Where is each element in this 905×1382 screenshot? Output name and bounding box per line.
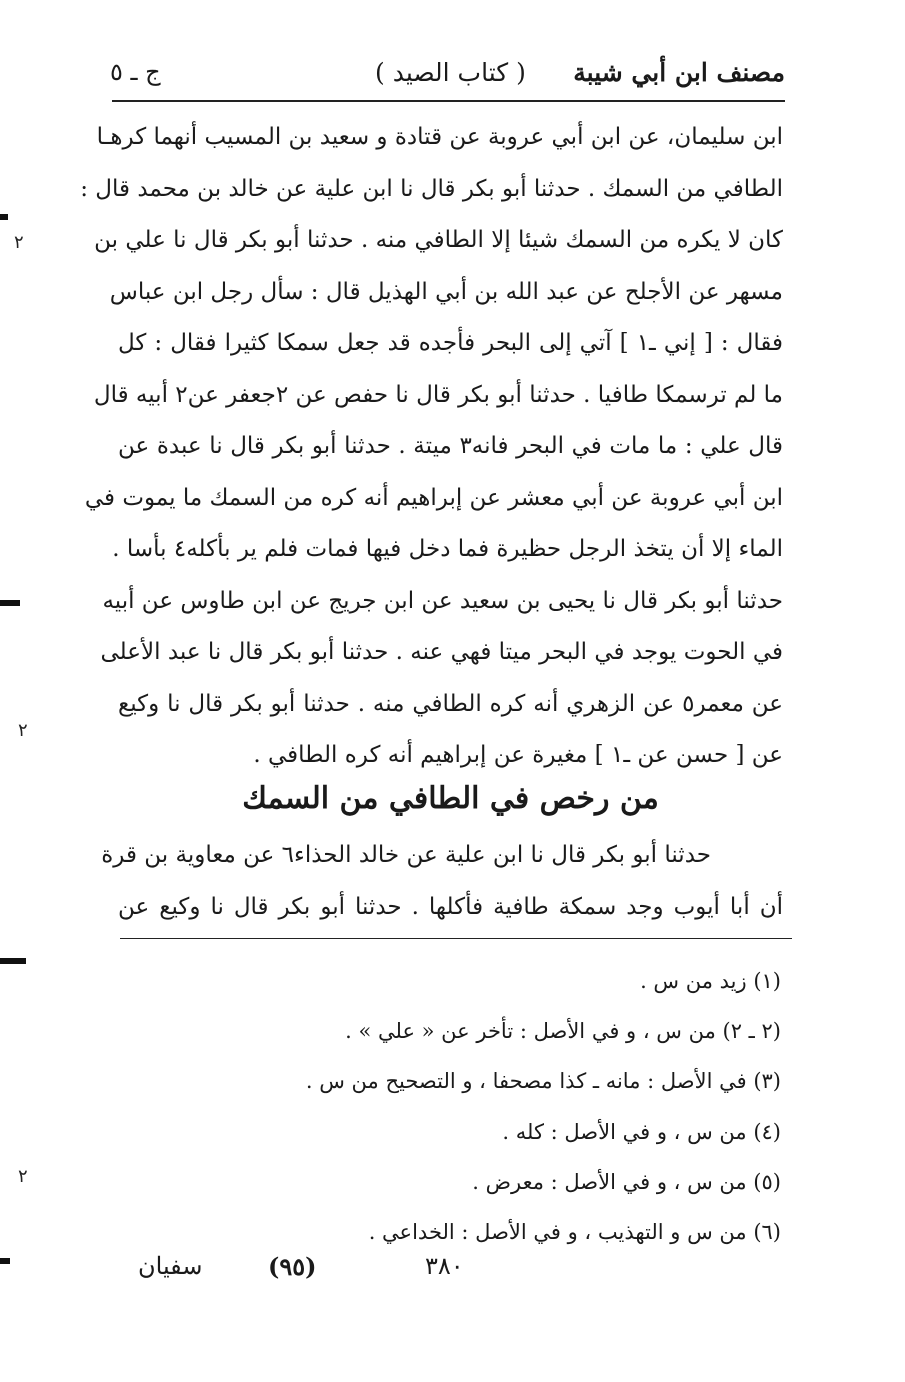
page-number: ٣٨٠: [425, 1252, 464, 1280]
footnote: (٢ ـ ٢) من س ، و في الأصل : تأخر عن « علي » .: [345, 1019, 781, 1044]
text-line: قال علي : ما مات في البحر فانه٣ ميتة . حدثنا أبو بكر قال نا عبدة عن: [118, 433, 784, 459]
scan-edge-mark: [0, 600, 20, 606]
text-line: الطافي من السمك . حدثنا أبو بكر قال نا ابن علية عن خالد بن محمد قال :: [80, 175, 783, 202]
signature-word: سفيان: [138, 1252, 203, 1280]
footnotes: [118, 956, 781, 1257]
sheet-number: (٩٥): [268, 1252, 317, 1281]
scan-edge-mark: [0, 214, 8, 220]
footnote: (٥) من س ، و في الأصل : معرض .: [472, 1169, 781, 1194]
page-footer: [120, 1252, 785, 1292]
text-line: ابن سليمان، عن ابن أبي عروبة عن قتادة و سعيد بن المسيب أنهما كرهـا: [96, 124, 783, 150]
margin-mark: ٢: [18, 1166, 28, 1187]
text-line: عن معمر٥ عن الزهري أنه كره الطافي منه . حدثنا أبو بكر قال نا وكيع: [118, 690, 783, 717]
text-line: فقال : [ إني ـ١ ] آتي إلى البحر فأجده قد جعل سمكا كثيرا فقال : كل: [118, 330, 783, 356]
text-line: الماء إلا أن يتخذ الرجل حظيرة فما دخل فيها فمات فلم ير بأكله٤ بأسا .: [112, 536, 783, 562]
scan-edge-mark: [0, 958, 26, 964]
margin-mark: ٢: [18, 720, 28, 741]
margin-mark: ٢: [14, 232, 24, 253]
text-line: ما لم ترسمكا طافيا . حدثنا أبو بكر قال نا حفص عن ٢جعفر عن٢ أبيه قال: [93, 381, 783, 408]
text-line: مسهر عن الأجلح عن عبد الله بن أبي الهذيل قال : سأل رجل ابن عباس: [109, 278, 783, 305]
text-line: كان لا يكره من السمك شيئا إلا الطافي منه . حدثنا أبو بكر قال نا علي بن: [94, 227, 783, 253]
book-title: مصنف ابن أبي شيبة: [573, 58, 785, 87]
footnote: (١) زيد من س .: [640, 969, 781, 993]
text-line: حدثنا أبو بكر قال نا ابن علية عن خالد الحذاء٦ عن معاوية بن قرة: [101, 842, 711, 868]
section-heading: من رخص في الطافي من السمك: [242, 781, 659, 816]
text-line: في الحوت يوجد في البحر ميتا فهي عنه . حدثنا أبو بكر قال نا عبد الأعلى: [100, 639, 783, 665]
footnote: (٤) من س ، و في الأصل : كله .: [502, 1119, 781, 1144]
volume-label: ج ـ ٥: [110, 58, 161, 86]
chapter-title: ( كتاب الصيد ): [375, 58, 526, 87]
text-line: حدثنا أبو بكر قال نا يحيى بن سعيد عن ابن جريج عن ابن طاوس عن أبيه: [102, 587, 783, 614]
text-line: أن أبا أيوب وجد سمكة طافية فأكلها . حدثنا أبو بكر قال نا وكيع عن: [118, 893, 783, 920]
footnote: (٣) في الأصل : مانه ـ كذا مصحفا ، و التصحيح من س .: [305, 1069, 781, 1094]
running-header: [110, 52, 785, 96]
header-rule: [112, 100, 785, 102]
main-text-block: [80, 112, 784, 782]
scan-edge-mark: [0, 1258, 10, 1264]
text-line: عن [ حسن عن ـ١ ] مغيرة عن إبراهيم أنه كره الطافي .: [253, 742, 783, 768]
section-text-block: [101, 830, 783, 933]
text-line: ابن أبي عروبة عن أبي معشر عن إبراهيم أنه كره من السمك ما يموت في: [84, 484, 783, 511]
footnote: (٦) من س و التهذيب ، و في الأصل : الخداعي .: [368, 1219, 781, 1244]
footnote-rule: [120, 938, 792, 939]
